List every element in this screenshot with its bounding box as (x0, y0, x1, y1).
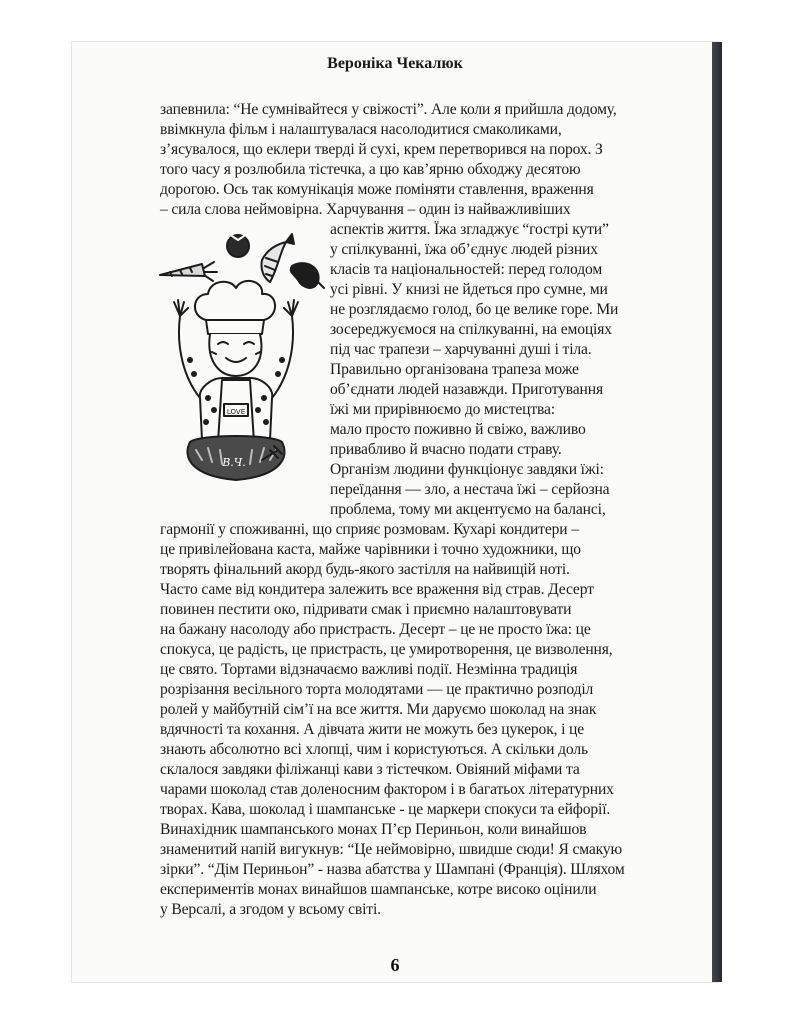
running-header-author: Вероніка Чекалюк (327, 55, 463, 72)
text-line: Організм людини функціонує завдяки їжі: (330, 461, 604, 478)
text-line: їжі ми прирівнюємо до мистецтва: (330, 401, 555, 418)
text-line: запевнила: “Не сумнівайтеся у свіжості”. Але коли я прийшла додому, (160, 101, 617, 118)
text-line: це свято. Тортами відзначаємо важливі події. Незмінна традиція (160, 661, 578, 678)
text-line: привабливо й вчасно подати страву. (330, 441, 562, 458)
page-number: 6 (390, 955, 400, 975)
text-line: знають абсолютно всі хлопці, чим і користуються. А скільки доль (160, 741, 588, 758)
eggplant-icon (291, 263, 324, 288)
text-line: склалося завдяки філіжанці кави з тістечком. Овіяний міфами та (160, 761, 580, 778)
text-line: чарами шоколад став доленосним фактором і в багатьох літературних (160, 781, 614, 798)
text-line: проблема, тому ми акцентуємо на балансі, (330, 501, 606, 518)
text-line: переїдання — зло, а нестача їжі – серйозна (330, 481, 610, 498)
text-line: з’ясувалося, що еклери тверді й сухі, крем перетворився на порох. З (160, 141, 603, 158)
book-spine (712, 42, 722, 982)
text-line: знаменитий напій вигукнув: “Це неймовірно, швидше сюди! Я смакую (160, 841, 622, 858)
text-line: об’єднати людей назавжди. Приготування (330, 381, 603, 398)
text-line: зосереджуємося на спілкуванні, на емоціях (330, 321, 612, 338)
text-line: вдячності та кохання. А дівчата жити не можуть без цукерок, і це (160, 721, 585, 738)
text-line: того часу я розлюбила тістечка, а цю кав’ярню обходжу десятою (160, 161, 581, 178)
text-line: гармонії у споживанні, що сприяє розмовам. Кухарі кондитери – (160, 521, 579, 538)
fish-icon (261, 234, 294, 282)
text-line: мало просто поживно й свіжо, важливо (330, 421, 586, 438)
text-line: у спілкуванні, їжа об’єднує людей різних (330, 241, 598, 258)
text-line: ввімкнула фільм і налаштувалася насолодитися смаколиками, (160, 121, 562, 138)
text-line: зірки”. “Дім Периньон” - назва абатства у Шампані (Франція). Шляхом (160, 861, 625, 878)
text-line: творах. Кава, шоколад і шампанське - це маркери спокуси та ейфорії. (160, 801, 611, 818)
text-line: ролей у майбутній сім’ї на все життя. Ми даруємо шоколад на знак (160, 701, 597, 718)
illustration-signature: В.Ч. (222, 456, 246, 469)
text-line: Винахідник шампанського монах П’єр Периньон, коли винайшов (160, 821, 587, 838)
text-line: експериментів монах винайшов шампанське, котре високо оцінили (160, 881, 597, 898)
text-line: аспектів життя. Їжа згладжує “гострі кути” (330, 221, 609, 238)
text-line: дорогою. Ось так комунікація може поміняти ставлення, враження (160, 181, 594, 198)
text-line: усі рівні. У книзі не йдеться про сумне, ми (330, 281, 608, 298)
text-line: розрізання весільного торта молодятами — це практично розподіл (160, 681, 594, 698)
text-line: Правильно організована трапеза може (330, 361, 579, 378)
text-line: не розглядаємо голод, бо це велике горе. Ми (330, 301, 619, 318)
text-line: у Версалі, а згодом у всьому світі. (160, 901, 381, 918)
chef-girl-illustration (150, 228, 330, 493)
apron-caption: LOVE (226, 408, 246, 416)
text-line: творять фінальний акорд будь-якого застілля на найвищій ноті. (160, 561, 570, 578)
text-line: Часто саме від кондитера залежить все враження від страв. Десерт (160, 581, 594, 598)
text-line: – сила слова неймовірна. Харчування – один із найважливіших (160, 201, 571, 218)
carrot-icon (160, 262, 217, 281)
text-line: на бажану насолоду або пристрасть. Десерт – це не просто їжа: це (160, 621, 591, 638)
text-line: спокуса, це радість, це пристрасть, це умиротворення, це визволення, (160, 641, 613, 658)
tomato-icon (227, 235, 249, 257)
text-line: під час трапези – харчуванні душі і тіла. (330, 341, 592, 358)
text-line: класів та національностей: перед голодом (330, 261, 603, 278)
text-line: повинен пестити око, підривати смак і приємно налаштовувати (160, 601, 572, 618)
text-line: це привілейована каста, майже чарівники і точно художники, що (160, 541, 581, 558)
